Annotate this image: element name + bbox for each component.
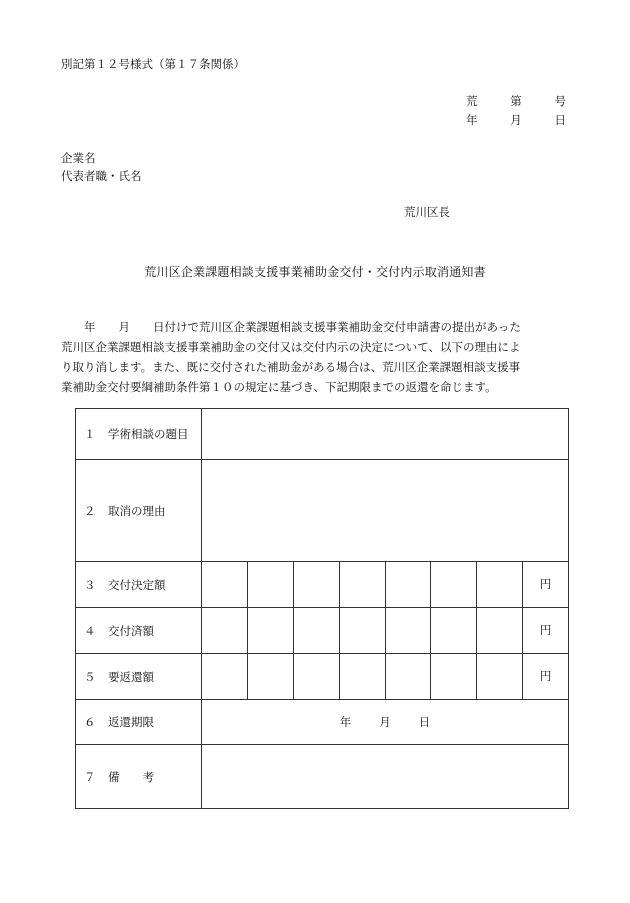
doc-go: 号 xyxy=(554,94,566,108)
row-label-remarks: ７ 備 考 xyxy=(76,745,202,809)
table-row xyxy=(76,608,569,654)
deadline-month-label: 月 xyxy=(379,715,391,729)
body-line-3: り取り消します。また、既に交付された補助金がある場合は、荒川区企業課題相談支援事 xyxy=(61,360,521,374)
table-row xyxy=(76,654,569,700)
recipient-representative: 代表者職・氏名 xyxy=(61,169,142,183)
recipient-company: 企業名 xyxy=(61,151,96,165)
doc-year: 年 xyxy=(466,113,478,127)
amount-digit-cell[interactable] xyxy=(431,654,477,700)
sender-ward-mayor: 荒川区長 xyxy=(404,205,450,219)
table-row xyxy=(76,562,569,608)
doc-month: 月 xyxy=(510,113,522,127)
reason-value-field[interactable] xyxy=(202,460,569,562)
amount-digit-cell[interactable] xyxy=(431,608,477,654)
body-line-2: 荒川区企業課題相談支援事業補助金の交付又は交付内示の決定について、以下の理由によ xyxy=(61,340,521,354)
deadline-value-field[interactable] xyxy=(202,700,569,745)
topic-value-field[interactable] xyxy=(202,409,569,460)
amount-digit-cell[interactable] xyxy=(247,608,293,654)
deadline-date xyxy=(202,714,568,730)
document-title: 荒川区企業課題相談支援事業補助金交付・交付内示取消通知書 xyxy=(144,265,486,279)
doc-day: 日 xyxy=(554,113,566,127)
yen-unit-cell: 円 xyxy=(523,608,569,654)
document-date-line xyxy=(466,112,566,128)
yen-unit-cell: 円 xyxy=(523,654,569,700)
body-line-1: 年 月 日付けで荒川区企業課題相談支援事業補助金交付申請書の提出があった xyxy=(61,320,521,334)
row-label-decided-amount: ３ 交付決定額 xyxy=(76,562,202,608)
amount-digit-cell[interactable] xyxy=(339,654,385,700)
form-id: 別記第１２号様式（第１７条関係） xyxy=(61,57,245,71)
amount-digit-cell[interactable] xyxy=(247,654,293,700)
doc-dai: 第 xyxy=(510,94,522,108)
amount-digit-cell[interactable] xyxy=(339,562,385,608)
table-row xyxy=(76,409,569,460)
row-label-deadline: ６ 返還期限 xyxy=(76,700,202,745)
amount-digit-cell[interactable] xyxy=(293,562,339,608)
yen-unit-cell: 円 xyxy=(523,562,569,608)
amount-digit-cell[interactable] xyxy=(293,654,339,700)
amount-digit-cell[interactable] xyxy=(202,654,248,700)
remarks-value-field[interactable] xyxy=(202,745,569,809)
table-row xyxy=(76,460,569,562)
amount-digit-cell[interactable] xyxy=(385,608,431,654)
details-table xyxy=(75,408,569,809)
amount-digit-cell[interactable] xyxy=(477,608,523,654)
doc-prefix: 荒 xyxy=(466,94,478,108)
amount-digit-cell[interactable] xyxy=(247,562,293,608)
amount-digit-cell[interactable] xyxy=(202,562,248,608)
body-text xyxy=(61,317,571,397)
deadline-year-label: 年 xyxy=(339,715,352,729)
row-label-topic: １ 学術相談の題目 xyxy=(76,409,202,460)
document-number-line xyxy=(466,93,566,109)
amount-digit-cell[interactable] xyxy=(293,608,339,654)
amount-digit-cell[interactable] xyxy=(477,562,523,608)
row-label-paid-amount: ４ 交付済額 xyxy=(76,608,202,654)
amount-digit-cell[interactable] xyxy=(385,654,431,700)
amount-digit-cell[interactable] xyxy=(477,654,523,700)
table-row xyxy=(76,700,569,745)
deadline-day-label: 日 xyxy=(418,715,431,729)
table-row xyxy=(76,745,569,809)
body-line-4: 業補助金交付要綱補助条件第１０の規定に基づき、下記期限までの返還を命じます。 xyxy=(61,380,497,394)
amount-digit-cell[interactable] xyxy=(202,608,248,654)
row-label-reason: ２ 取消の理由 xyxy=(76,460,202,562)
amount-digit-cell[interactable] xyxy=(339,608,385,654)
amount-digit-cell[interactable] xyxy=(431,562,477,608)
amount-digit-cell[interactable] xyxy=(385,562,431,608)
row-label-refund-amount: ５ 要返還額 xyxy=(76,654,202,700)
